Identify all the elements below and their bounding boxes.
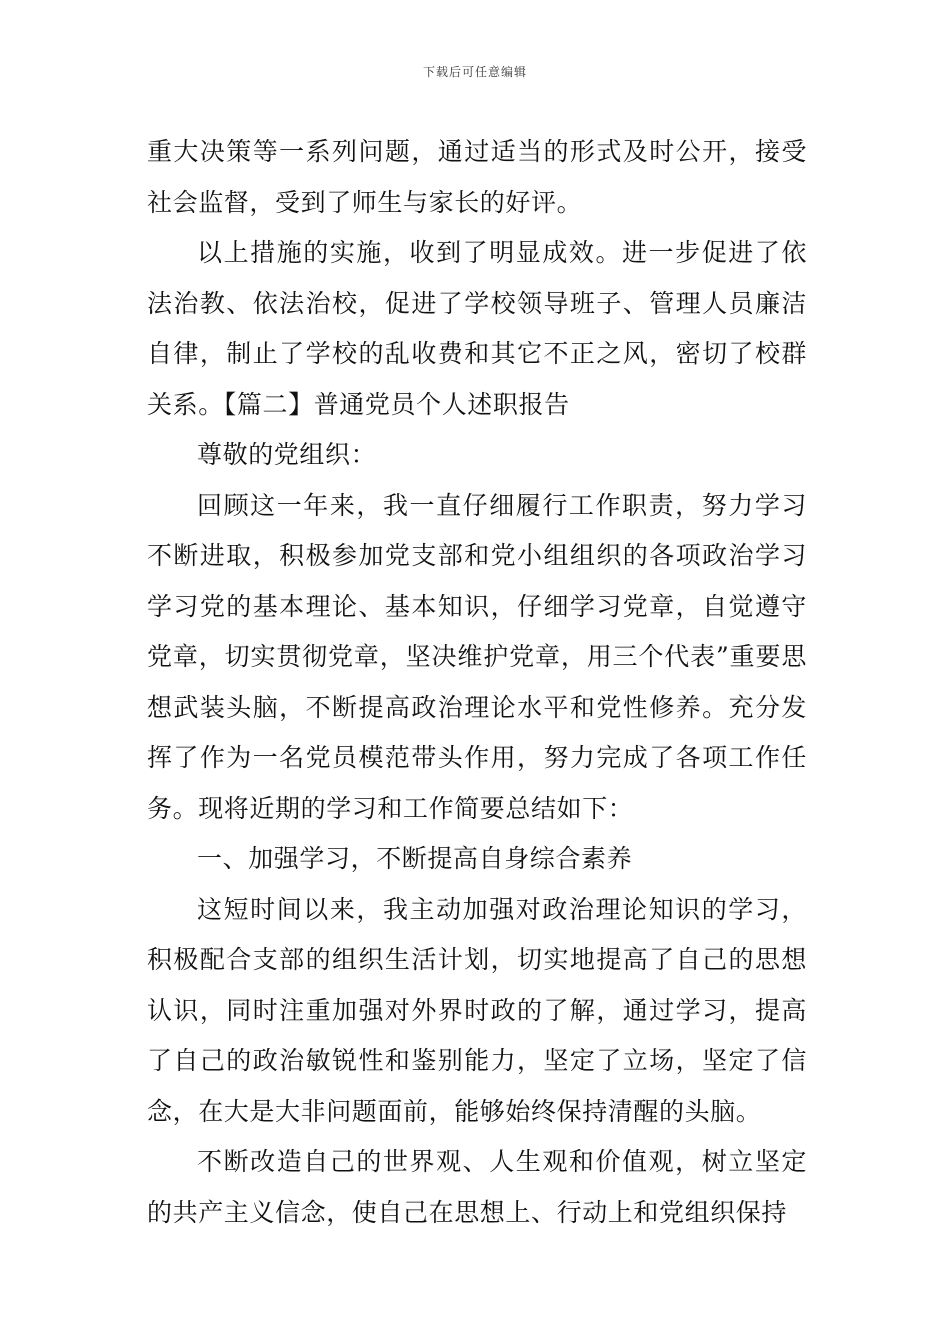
page-header: 下载后可任意编辑 bbox=[422, 65, 527, 79]
paragraph: 重大决策等一系列问题，通过适当的形式及时公开，接受社会监督，受到了师生与家长的好评。 bbox=[147, 137, 807, 217]
paragraph: 不断改造自己的世界观、人生观和价值观，树立坚定的共产主义信念，使自己在思想上、行动上和党组织保持 bbox=[147, 1147, 807, 1227]
document-body bbox=[147, 127, 807, 1238]
paragraph: 回顾这一年来，我一直仔细履行工作职责，努力学习不断进取，积极参加党支部和党小组组织的各项政治学习学习党的基本理论、基本知识，仔细学习党章，自觉遵守党章，切实贯彻党章，坚决维护党章，用三个代表”重要思想武装头脑，不断提高政治理论水平和党性修养。充分发挥了作为一名党员模范带头作用，努力完成了各项工作任务。现将近期的学习和工作简要总结如下： bbox=[147, 490, 807, 823]
paragraph: 这短时间以来，我主动加强对政治理论知识的学习，积极配合支部的组织生活计划，切实地提高了自己的思想认识，同时注重加强对外界时政的了解，通过学习，提高了自己的政治敏锐性和鉴别能力，坚定了立场，坚定了信念，在大是大非问题面前，能够始终保持清醒的头脑。 bbox=[147, 894, 807, 1126]
salutation: 尊敬的党组织： bbox=[197, 440, 377, 469]
paragraph: 以上措施的实施，收到了明显成效。进一步促进了依法治教、依法治校，促进了学校领导班子、管理人员廉洁自律，制止了学校的乱收费和其它不正之风，密切了校群关系。【篇二】普通党员个人述职报告 bbox=[147, 238, 807, 419]
section-heading: 一、加强学习，不断提高自身综合素养 bbox=[197, 844, 633, 873]
